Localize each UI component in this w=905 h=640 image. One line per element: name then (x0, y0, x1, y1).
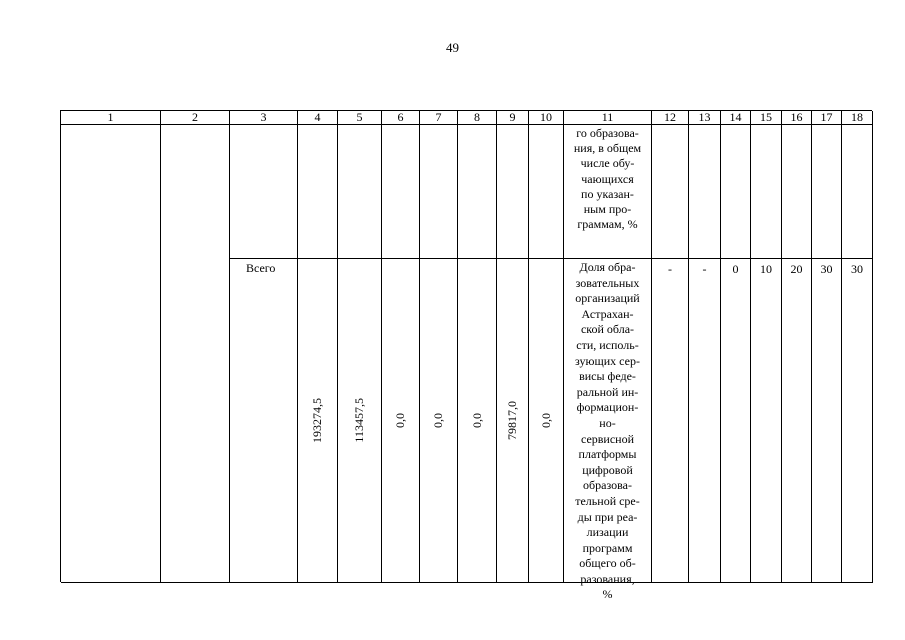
header-col-7: 7 (420, 111, 458, 125)
row1-col-16 (782, 125, 812, 259)
funding-value: 0,0 (431, 413, 445, 428)
header-col-11: 11 (564, 111, 652, 125)
row1-col-13 (689, 125, 721, 259)
header-col-5: 5 (338, 111, 382, 125)
row1-col-17 (812, 125, 842, 259)
funding-value: 193274,5 (310, 398, 324, 443)
cell-col-1 (61, 125, 161, 583)
target-value: - (668, 262, 672, 276)
target-value: 30 (820, 262, 833, 276)
target-value: 20 (790, 262, 803, 276)
target-value: 0 (732, 262, 739, 276)
header-col-6: 6 (382, 111, 420, 125)
row1-col-14 (721, 125, 751, 259)
row2-col-5 (338, 259, 382, 583)
header-col-2: 2 (161, 111, 230, 125)
row2-col-11 (564, 259, 652, 602)
row2-col-8 (458, 259, 497, 583)
header-col-12: 12 (652, 111, 689, 125)
header-col-3: 3 (230, 111, 298, 125)
row1-col-12 (652, 125, 689, 259)
row2-col-3 (230, 259, 298, 583)
row2-col-16 (782, 259, 812, 583)
row1-col-6 (382, 125, 420, 259)
row2-col-10 (529, 259, 564, 583)
header-col-10: 10 (529, 111, 564, 125)
row1-col-7 (420, 125, 458, 259)
row2-col-18 (842, 259, 873, 583)
header-col-15: 15 (751, 111, 782, 125)
row2-col-6 (382, 259, 420, 583)
funding-value: 79817,0 (505, 401, 519, 440)
row1-col-9 (497, 125, 529, 259)
data-table (60, 110, 872, 602)
header-col-18: 18 (842, 111, 873, 125)
row2-indicator-text: Доля обра- зовательных организаций Астрахан- ской обла- сти, исполь- зующих сер- висы феде- ральной ин- формацион- но- сервисной платформы цифровой образова- тельной сре- ды при реа- лизации программ общего об- разования, % (575, 260, 640, 602)
funding-value: 0,0 (469, 413, 484, 428)
row2-col-4 (298, 259, 338, 583)
page-number: 49 (446, 40, 459, 55)
row2-col-15 (751, 259, 782, 583)
funding-value: 0,0 (393, 413, 407, 428)
row1-col-10 (529, 125, 564, 259)
target-value: 10 (760, 262, 772, 276)
row2-col-7 (420, 259, 458, 583)
header-col-14: 14 (721, 111, 751, 125)
row1-col-11 (564, 125, 652, 259)
row2-col-9 (497, 259, 529, 583)
header-col-16: 16 (782, 111, 812, 125)
row1-col-5 (338, 125, 382, 259)
row1-indicator-text: го образова- ния, в общем числе обу- чающихся по указан- ным про- граммам, % (573, 126, 642, 232)
header-col-17: 17 (812, 111, 842, 125)
row2-col-12 (652, 259, 689, 583)
header-col-1: 1 (61, 111, 161, 125)
header-col-9: 9 (497, 111, 529, 125)
row1-col-18 (842, 125, 873, 259)
row2-col-13 (689, 259, 721, 583)
target-value: - (702, 262, 707, 276)
funding-value: 113457,5 (352, 398, 366, 443)
header-col-13: 13 (689, 111, 721, 125)
cell-col-2 (161, 125, 230, 583)
row2-col-17 (812, 259, 842, 583)
row1-col-15 (751, 125, 782, 259)
header-col-4: 4 (298, 111, 338, 125)
row1-col-8 (458, 125, 497, 259)
header-col-8: 8 (458, 111, 497, 125)
row2-label: Всего (246, 261, 276, 275)
row2-col-14 (721, 259, 751, 583)
funding-value: 0,0 (538, 413, 553, 428)
row1-col-4 (298, 125, 338, 259)
row1-col-3 (230, 125, 298, 259)
target-value: 30 (851, 262, 863, 276)
